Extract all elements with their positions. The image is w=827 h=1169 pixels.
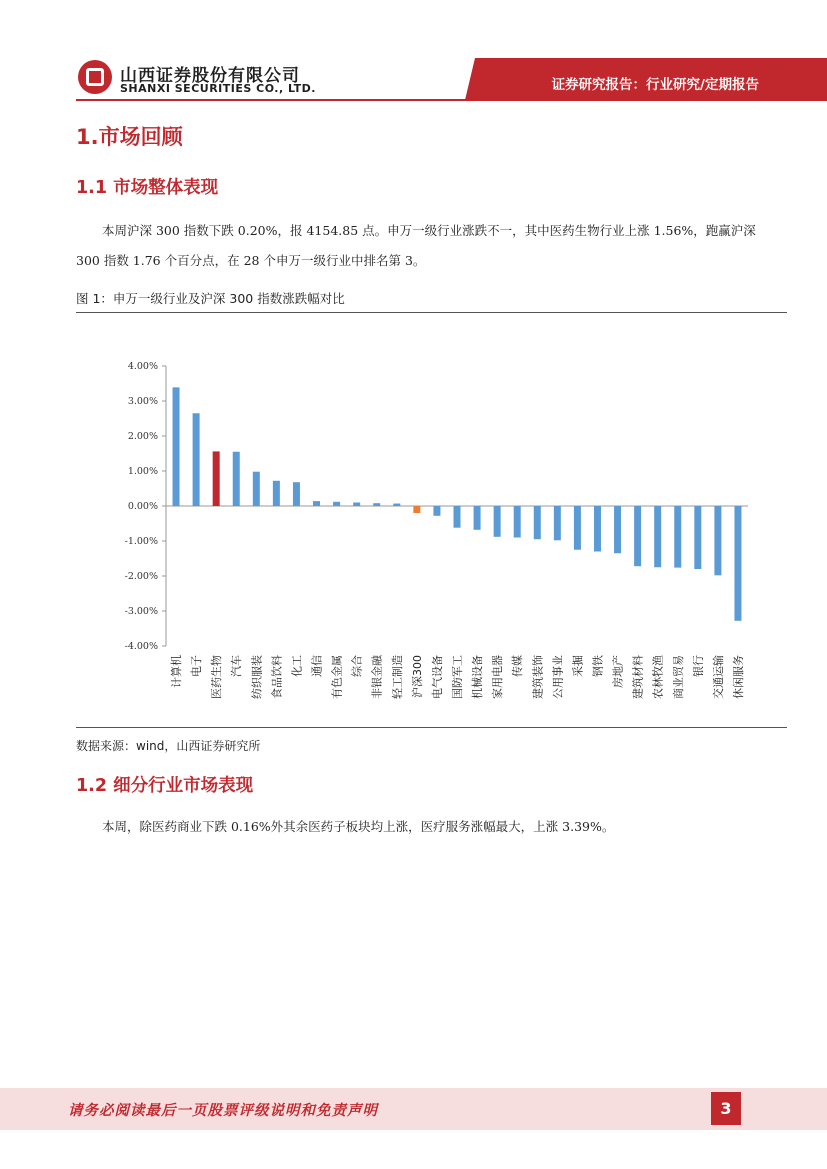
x-category-label: 农林牧渔 — [651, 655, 665, 699]
y-tick-label: 4.00% — [127, 361, 158, 372]
x-category-label: 建筑装饰 — [531, 655, 545, 699]
x-category-label: 家用电器 — [491, 655, 505, 699]
bar-22 — [594, 506, 601, 552]
bar-19 — [534, 506, 541, 539]
x-category-label: 化工 — [290, 655, 304, 677]
section-1-1-title: 1.1 市场整体表现 — [76, 178, 219, 198]
x-category-label: 机械设备 — [471, 655, 485, 699]
bar-24 — [634, 506, 641, 566]
x-category-label: 电子 — [190, 655, 204, 677]
x-category-label: 钢铁 — [591, 655, 605, 677]
bar-12 — [393, 504, 400, 506]
bar-13 — [413, 506, 420, 513]
x-category-label: 食品饮料 — [270, 655, 284, 699]
bar-28 — [714, 506, 721, 575]
page-number: 3 — [711, 1092, 741, 1125]
x-category-label: 纺织服装 — [250, 655, 264, 699]
y-tick-label: -3.00% — [124, 606, 158, 617]
x-category-label: 轻工制造 — [390, 655, 404, 699]
y-tick-label: 1.00% — [127, 466, 158, 477]
bar-20 — [554, 506, 561, 540]
x-category-label: 汽车 — [230, 655, 244, 677]
section-1-2-paragraph: 本周，除医药商业下跌 0.16%外其余医药子板块均上涨，医疗服务涨幅最大，上涨 3.39%。 — [102, 819, 615, 834]
x-category-label: 通信 — [310, 655, 324, 677]
bar-23 — [614, 506, 621, 553]
figure-1-caption: 图 1：申万一级行业及沪深 300 指数涨跌幅对比 — [76, 291, 345, 306]
figure-1-source: 数据来源：wind，山西证券研究所 — [76, 739, 261, 753]
footer-disclaimer: 请务必阅读最后一页股票评级说明和免责声明 — [68, 1102, 378, 1119]
bar-27 — [694, 506, 701, 569]
bar-8 — [313, 501, 320, 506]
y-tick-label: -4.00% — [124, 641, 158, 652]
bar-7 — [293, 482, 300, 506]
bar-5 — [253, 472, 260, 506]
company-name-cn: 山西证券股份有限公司 — [120, 66, 300, 86]
x-category-label: 公用事业 — [551, 655, 565, 699]
x-category-label: 计算机 — [170, 655, 184, 688]
x-category-label: 建筑材料 — [631, 655, 645, 699]
x-category-label: 休闲服务 — [731, 655, 745, 699]
bar-10 — [353, 503, 360, 507]
bar-11 — [373, 503, 380, 506]
bar-26 — [674, 506, 681, 568]
bar-21 — [574, 506, 581, 550]
bar-29 — [734, 506, 741, 621]
x-category-label: 银行 — [691, 655, 705, 677]
figure-bottom-rule — [76, 727, 787, 728]
company-name-en: SHANXI SECURITIES CO., LTD. — [120, 82, 316, 95]
section-1-title: 1.市场回顾 — [76, 125, 183, 149]
bar-15 — [454, 506, 461, 528]
y-tick-label: -1.00% — [124, 536, 158, 547]
y-tick-label: 2.00% — [127, 431, 158, 442]
report-type: 证券研究报告：行业研究/定期报告 — [551, 77, 759, 93]
x-category-label: 沪深300 — [410, 655, 424, 698]
x-category-label: 非银金融 — [370, 655, 384, 699]
x-category-label: 传媒 — [511, 655, 525, 677]
y-tick-label: -2.00% — [124, 571, 158, 582]
bar-16 — [474, 506, 481, 530]
x-category-label: 商业贸易 — [671, 655, 685, 699]
x-category-label: 医药生物 — [210, 655, 224, 699]
bar-9 — [333, 502, 340, 506]
bar-6 — [273, 481, 280, 506]
x-category-label: 有色金属 — [330, 655, 344, 699]
bar-3 — [213, 451, 220, 506]
x-category-label: 房地产 — [611, 655, 625, 688]
y-tick-label: 0.00% — [127, 501, 158, 512]
bar-14 — [433, 506, 440, 516]
section-1-1-paragraph: 本周沪深 300 指数下跌 0.20%，报 4154.85 点。申万一级行业涨跌不一，其中医药生物行业上涨 1.56%，跑赢沪深 300 指数 1.76 个百分点，在 28 个申万一级行业中排名第 3。 — [76, 223, 756, 268]
bar-18 — [514, 506, 521, 538]
x-category-label: 交通运输 — [711, 655, 725, 699]
bar-1 — [173, 387, 180, 506]
bar-4 — [233, 452, 240, 506]
x-category-label: 采掘 — [571, 655, 585, 677]
bar-25 — [654, 506, 661, 567]
bar-2 — [193, 413, 200, 506]
x-category-label: 综合 — [350, 655, 364, 677]
y-tick-label: 3.00% — [127, 396, 158, 407]
section-1-2-title: 1.2 细分行业市场表现 — [76, 776, 254, 796]
bar-17 — [494, 506, 501, 537]
x-category-label: 国防军工 — [451, 655, 464, 699]
x-category-label: 电气设备 — [430, 655, 444, 699]
